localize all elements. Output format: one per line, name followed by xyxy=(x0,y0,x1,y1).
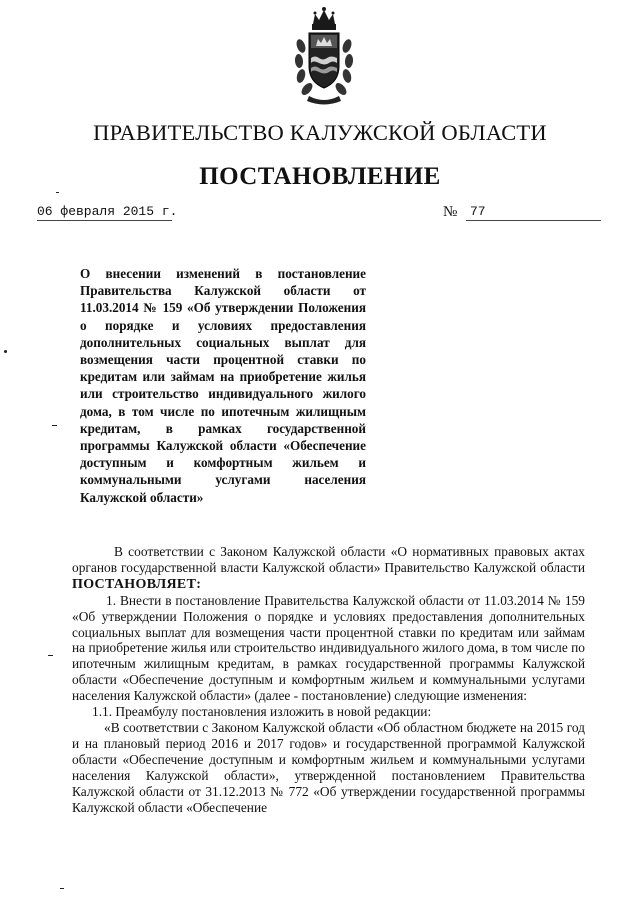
item-1-paragraph: 1. Внести в постановление Правительства Калужской области от 11.03.2014 № 159 «Об утверждении Положения о порядке и условиях предоставления дополнительных социальных выплат для возмещения части процентной ставки по кредитам или займам на приобретение жилья или строительство индивидуального жилого дома, в том числе по ипотечным жилищным кредитам, в рамках государственной программы Калужской области «Обеспечение доступным и комфортным жильем и коммунальными услугами населения Калужской области» (далее - постановление) следующие изменения: xyxy=(72,592,585,704)
quote-paragraph: «В соответствии с Законом Калужской области «Об областном бюджете на 2015 год и на плановый период 2016 и 2017 годов» и государственной программой Калужской области «Обеспечение доступным и комфортным жильем и коммунальными услугами населения Калужской области», утвержденной постановлением Правительства Калужской области от 31.12.2013 № 772 «Об утверждении государственной программы Калужской области «Обеспечение xyxy=(72,719,585,815)
document-date: 06 февраля 2015 г. xyxy=(37,204,178,219)
decree-word: ПОСТАНОВЛЯЕТ: xyxy=(72,576,202,592)
number-underline xyxy=(466,220,601,221)
scan-speck xyxy=(48,655,53,656)
government-title: ПРАВИТЕЛЬСТВО КАЛУЖСКОЙ ОБЛАСТИ xyxy=(93,120,547,145)
item-1-1-paragraph: 1.1. Преамбулу постановления изложить в новой редакции: xyxy=(92,704,432,720)
number-sign: № xyxy=(443,204,458,220)
document-number: 77 xyxy=(470,204,486,219)
date-underline xyxy=(37,220,172,221)
scan-speck xyxy=(60,888,64,889)
document-type-heading: ПОСТАНОВЛЕНИЕ xyxy=(199,163,441,190)
scan-speck xyxy=(4,350,7,353)
intro-text: В соответствии с Законом Калужской области «О нормативных правовых актах органов государственной власти Калужской области» Правительство Калужской области xyxy=(72,544,585,575)
scan-speck xyxy=(52,425,57,426)
intro-paragraph xyxy=(72,544,585,593)
scan-speck xyxy=(56,192,59,193)
document-subject: О внесении изменений в постановление Правительства Калужской области от 11.03.2014 № 159 «Об утверждении Положения о порядке и условиях предоставления дополнительных социальных выплат для возмещения части процентной ставки по кредитам или займам на приобретение жилья или строительство индивидуального жилого дома, в том числе по ипотечным жилищным кредитам, в рамках государственной программы Калужской области «Обеспечение доступным и комфортным жильем и коммунальными услугами населения Калужской области» xyxy=(80,266,366,505)
document-body xyxy=(72,544,585,815)
coat-of-arms-icon xyxy=(295,6,353,106)
